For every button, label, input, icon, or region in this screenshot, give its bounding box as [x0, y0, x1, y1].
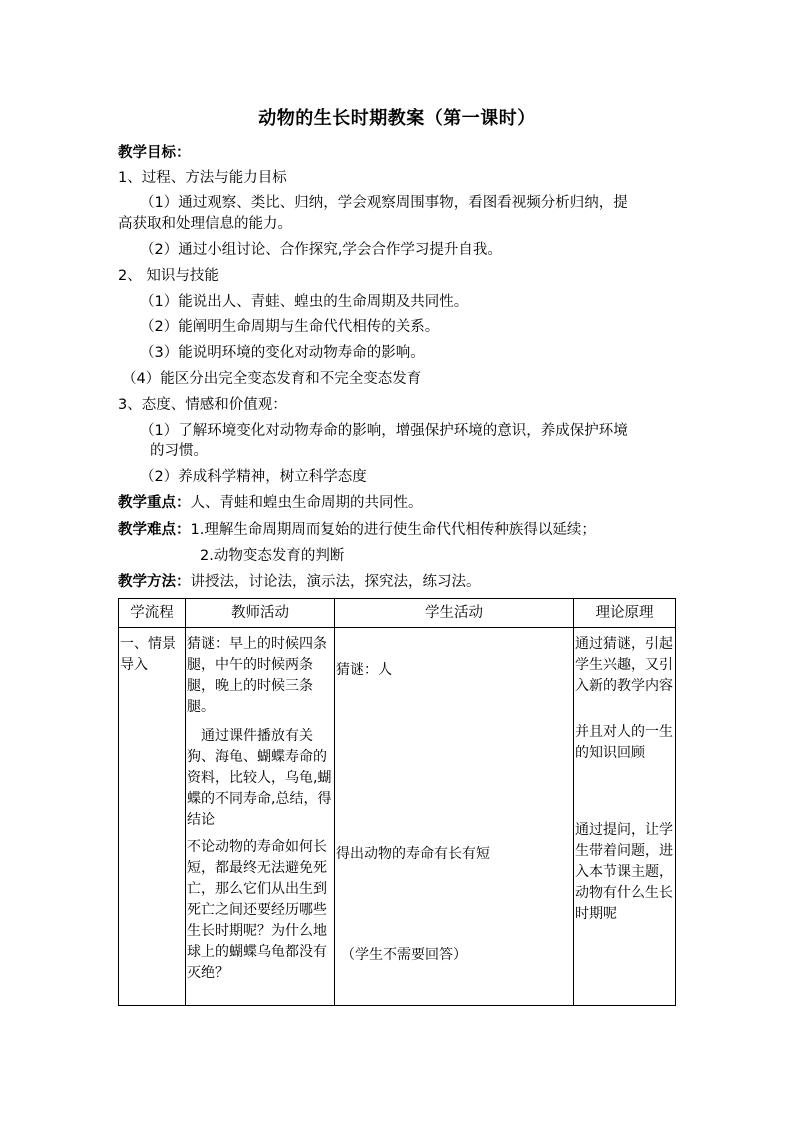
theory-cell [574, 628, 676, 1006]
objective-3-1-line1: （1）了解环境变化对动物寿命的影响，增强保护环境的意识，养成保护环境 [140, 423, 628, 439]
objective-1-1-line2: 高获取和处理信息的能力。 [118, 216, 292, 232]
student-no-answer: （学生不需要回答） [341, 947, 467, 963]
objective-2-2: （2）能阐明生命周期与生命代代相传的关系。 [140, 319, 440, 335]
teacher-question: 不论动物的寿命如何长短，都最终无法避免死亡，那么它们从出生到死亡之间还要经历哪些生长时期呢？为什么地球上的蝴蝶乌龟都没有灭绝？ [187, 839, 327, 981]
teacher-activity-cell [186, 628, 335, 1006]
table-row [119, 628, 676, 1006]
difficulty-item-2: 2.动物变态发育的判断 [200, 548, 345, 564]
student-answer-riddle: 猜谜：人 [336, 662, 392, 678]
difficulty-label: 教学难点： [118, 522, 191, 538]
header-process: 学流程 [119, 599, 186, 628]
theory-question: 通过提问，让学生带着问题，进入本节课主题，动物有什么生长时期呢 [575, 822, 673, 922]
stage-cell [119, 628, 186, 1006]
method-label: 教学方法： [118, 574, 191, 590]
teaching-difficulty [118, 520, 596, 540]
header-student-activity: 学生活动 [335, 599, 574, 628]
student-conclusion: 得出动物的寿命有长有短 [336, 846, 490, 862]
objective-1-heading: 1、过程、方法与能力目标 [118, 170, 287, 186]
objective-2-1: （1）能说出人、青蛙、蝗虫的生命周期及共同性。 [140, 294, 469, 310]
theory-review: 并且对人的一生的知识回顾 [575, 724, 673, 761]
teacher-courseware: 通过课件播放有关狗、海龟、蝴蝶寿命的资料，比较人，乌龟,蝴蝶的不同寿命,总结，得结论 [187, 728, 332, 828]
objective-1-2: （2）通过小组讨论、合作探究,学会合作学习提升自我。 [140, 242, 502, 258]
page-title: 动物的生长时期教案（第一课时） [258, 108, 536, 129]
objective-3-heading: 3、态度、情感和价值观： [118, 397, 287, 413]
method-text: 讲授法，讨论法，演示法，探究法，练习法。 [190, 574, 481, 590]
objective-3-2: （2）养成科学精神，树立科学态度 [140, 469, 367, 485]
objective-2-heading: 2、 知识与技能 [118, 268, 219, 284]
theory-riddle: 通过猜谜，引起学生兴趣，又引入新的教学内容 [575, 636, 673, 694]
objectives-heading: 教学目标： [118, 145, 191, 161]
objective-2-3: （3）能说明环境的变化对动物寿命的影响。 [140, 345, 425, 361]
stage-text: 一、情景导入 [120, 636, 176, 673]
difficulty-item-1: 1.理解生命周期周而复始的进行使生命代代相传种族得以延续； [190, 522, 596, 538]
objective-3-1-line2: 的习惯。 [150, 443, 208, 459]
header-theory: 理论原理 [574, 599, 676, 628]
teaching-method [118, 572, 481, 592]
table-header-row [119, 599, 676, 628]
teaching-focus [118, 493, 423, 513]
header-teacher-activity: 教师活动 [186, 599, 335, 628]
student-activity-cell [335, 628, 574, 1006]
focus-label: 教学重点： [118, 495, 191, 511]
objective-2-4: （4）能区分出完全变态发育和不完全变态发育 [122, 371, 422, 387]
focus-text: 人、青蛙和蝗虫生命周期的共同性。 [190, 495, 423, 511]
teacher-riddle: 猜谜：早上的时候四条腿，中午的时候两条腿，晚上的时候三条腿。 [187, 636, 327, 715]
objective-1-1-line1: （1）通过观察、类比、归纳，学会观察周围事物，看图看视频分析归纳，提 [140, 195, 628, 211]
lesson-table [118, 598, 676, 1006]
